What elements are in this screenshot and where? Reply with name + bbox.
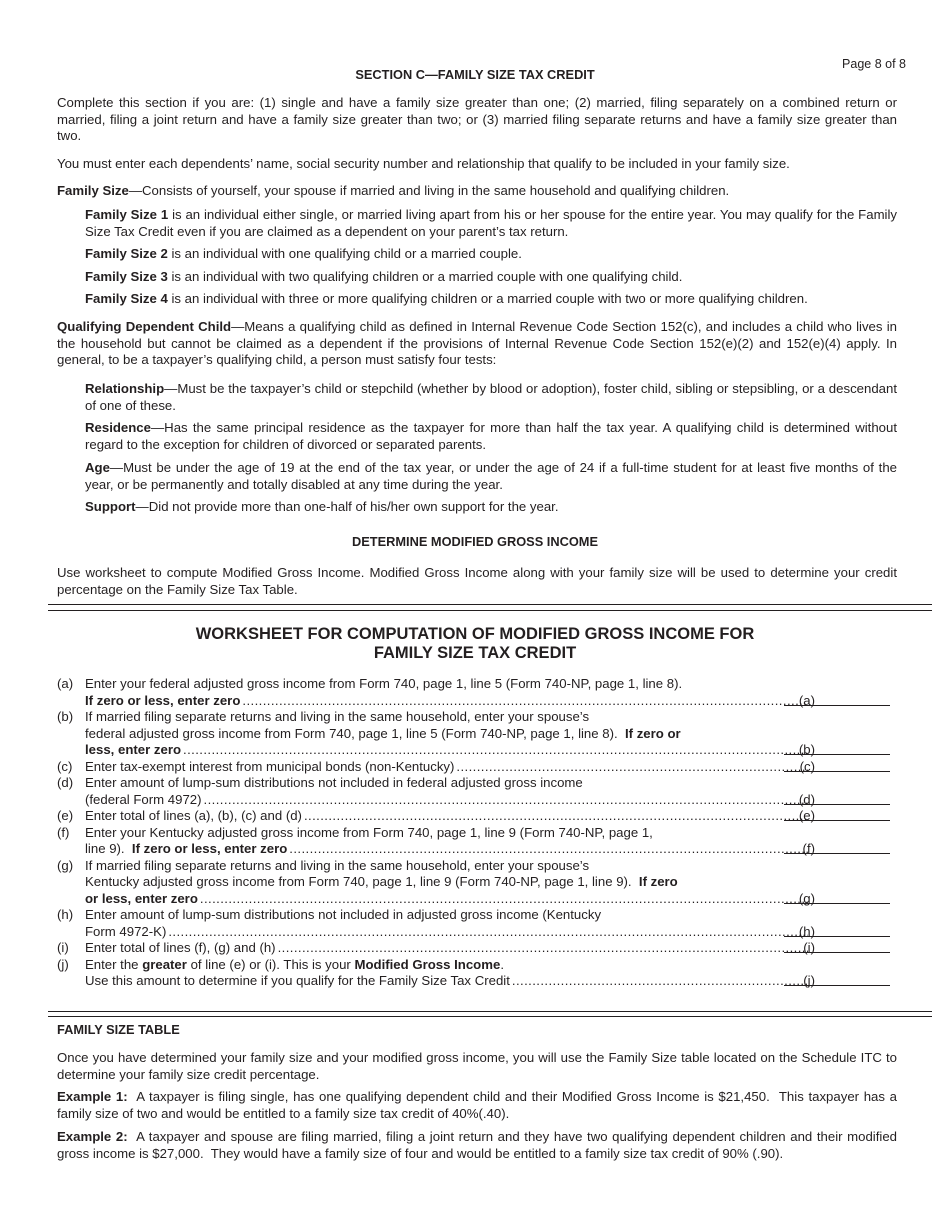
divider <box>48 610 932 611</box>
line-text: If married filing separate returns and living in the same household, enter your spouse’s <box>85 857 590 873</box>
test-support: Support—Did not provide more than one-half of his/her own support for the year. <box>85 499 559 514</box>
line-label: (c) <box>57 758 73 774</box>
line-text: Kentucky adjusted gross income from Form 740, page 1, line 9 (Form 740-NP, page 1, line 9). If zero <box>85 874 678 889</box>
line-ref: (h) <box>798 923 815 939</box>
line-text: If zero or less, enter zero <box>85 692 241 708</box>
worksheet-line-f-cont <box>57 841 897 858</box>
line-label: (a) <box>57 676 74 691</box>
line-text: line 9). If zero or less, enter zero <box>85 841 288 856</box>
line-label: (i) <box>57 940 69 955</box>
line-label: (h) <box>57 907 74 922</box>
mgi-title: DETERMINE MODIFIED GROSS INCOME <box>352 534 598 549</box>
qualifying-child-definition: Qualifying Dependent Child—Means a qualifying child as defined in Internal Revenue Code Section 152(c), and includes a child who lives in the household but cannot be claimed as a dependent if the provisions of Internal Revenue Code Section 152(e)(2) and 152(e)(4) apply. In general, to be a taxpayer’s qualifying child, a person must satisfy four tests: <box>57 319 897 367</box>
line-ref: (e) <box>798 808 815 823</box>
amount-field-a[interactable] <box>784 705 890 706</box>
line-label: (d) <box>57 775 74 790</box>
amount-field-f[interactable] <box>784 853 890 854</box>
line-text: Use this amount to determine if you qualify for the Family Size Tax Credit <box>85 973 510 988</box>
amount-field-h[interactable] <box>784 936 890 937</box>
line-ref: (f) <box>802 841 815 856</box>
line-ref: (b) <box>798 742 815 757</box>
example-1: Example 1: A taxpayer is filing single, has one qualifying dependent child and their Modified Gross Income is $21,450. This taxpayer has a family size of two and would be entitled to a family size tax credit of 40%(.40). <box>57 1089 901 1121</box>
line-label: (b) <box>57 709 74 724</box>
dependents-note: You must enter each dependents’ name, social security number and relationship that qualify to be included in your family size. <box>57 156 790 171</box>
line-text: Enter total of lines (f), (g) and (h) <box>85 940 276 955</box>
line-ref: (i) <box>803 940 815 955</box>
family-size-1: Family Size 1 is an individual either single, or married living apart from his or her spouse for the entire year. You may qualify for the Family Size Tax Credit even if you are claimed as a dependent on your parent’s tax return. <box>85 207 898 239</box>
worksheet-line-g-cont <box>57 874 897 891</box>
page-number: Page 8 of 8 <box>842 57 906 71</box>
line-ref: (a) <box>798 692 815 708</box>
worksheet-line-c <box>57 759 897 776</box>
line-text: Enter amount of lump-sum distributions not included in federal adjusted gross income <box>85 775 583 790</box>
amount-field-b[interactable] <box>784 754 890 755</box>
worksheet-line-d-cont <box>57 792 897 809</box>
worksheet-line-i <box>57 940 897 957</box>
example-2: Example 2: A taxpayer and spouse are filing married, filing a joint return and they have two qualifying dependent children and their modified gross income is $27,000. They would have a family size of four and would be entitled to a family size tax credit of 90% (.90). <box>57 1129 901 1161</box>
divider <box>48 1011 932 1012</box>
amount-field-g[interactable] <box>784 903 890 904</box>
worksheet-line-b-cont <box>57 726 897 743</box>
family-table-paragraph: Once you have determined your family size and your modified gross income, you will use the Family Size table located on the Schedule ITC to determine your family size credit percentage. <box>57 1050 897 1082</box>
worksheet-line-e <box>57 808 897 825</box>
worksheet-line-h <box>57 907 897 924</box>
line-ref: (g) <box>798 890 815 906</box>
amount-field-e[interactable] <box>784 820 890 821</box>
family-table-title: FAMILY SIZE TABLE <box>57 1022 180 1037</box>
line-ref: (c) <box>799 758 815 774</box>
worksheet-line-a-cont <box>57 693 897 710</box>
family-size-definition: Family Size—Consists of yourself, your spouse if married and living in the same household and qualifying children. <box>57 183 730 198</box>
worksheet-title-line2: FAMILY SIZE TAX CREDIT <box>373 644 577 662</box>
family-size-3: Family Size 3 is an individual with two qualifying children or a married couple with one qualifying child. <box>85 269 683 284</box>
line-text: Enter total of lines (a), (b), (c) and (d) <box>85 808 302 823</box>
line-text: less, enter zero <box>85 742 182 757</box>
amount-field-d[interactable] <box>784 804 890 805</box>
worksheet-line-h-cont <box>57 924 897 941</box>
amount-field-j[interactable] <box>784 985 890 986</box>
line-text: If married filing separate returns and living in the same household, enter your spouse’s <box>85 709 590 724</box>
worksheet-line-j-cont <box>57 973 897 990</box>
line-label: (f) <box>57 824 70 840</box>
line-text: or less, enter zero <box>85 890 198 906</box>
line-ref: (d) <box>798 791 815 807</box>
worksheet-line-j <box>57 957 897 974</box>
worksheet <box>57 676 897 990</box>
line-text: Enter amount of lump-sum distributions not included in adjusted gross income (Kentucky <box>85 907 602 922</box>
worksheet-line-b-cont2 <box>57 742 897 759</box>
intro-paragraph: Complete this section if you are: (1) single and have a family size greater than one; (2) married, filing separately on a combined return or married, filing a joint return and have a family size greater than two; or (3) married filing separate returns and have a family size greater than two. <box>57 95 897 143</box>
amount-field-i[interactable] <box>784 952 890 953</box>
divider <box>48 604 932 605</box>
worksheet-line-b <box>57 709 897 726</box>
test-relationship: Relationship—Must be the taxpayer’s child or stepchild (whether by blood or adoption), foster child, sibling or stepsibling, or a descendant of one of these. <box>85 381 897 413</box>
family-size-2: Family Size 2 is an individual with one qualifying child or a married couple. <box>85 246 522 261</box>
line-text: Enter your Kentucky adjusted gross income from Form 740, page 1, line 9 (Form 740-NP, page 1, <box>85 824 653 840</box>
test-residence: Residence—Has the same principal residence as the taxpayer for more than half the tax year. A qualifying child is determined without regard to the exception for children of divorced or separated parents. <box>85 420 897 452</box>
line-ref: (j) <box>803 973 815 988</box>
line-text: federal adjusted gross income from Form 740, page 1, line 5 (Form 740-NP, page 1, line 8). If zero or <box>85 725 681 741</box>
test-age: Age—Must be under the age of 19 at the end of the tax year, or under the age of 24 if a full-time student for at least five months of the year, or be permanently and totally disabled at any time during the year. <box>85 460 897 492</box>
line-label: (e) <box>57 808 74 823</box>
line-text: Form 4972-K) <box>85 923 167 939</box>
amount-field-c[interactable] <box>784 771 890 772</box>
line-text: (federal Form 4972) <box>85 791 202 807</box>
worksheet-line-g <box>57 858 897 875</box>
line-text: Enter your federal adjusted gross income from Form 740, page 1, line 5 (Form 740-NP, page 1, line 8). <box>85 676 683 691</box>
line-label: (g) <box>57 857 74 873</box>
line-text: Enter the greater of line (e) or (i). This is your Modified Gross Income. <box>85 956 504 972</box>
worksheet-line-f <box>57 825 897 842</box>
mgi-paragraph: Use worksheet to compute Modified Gross Income. Modified Gross Income along with your family size will be used to determine your credit percentage on the Family Size Tax Table. <box>57 565 897 597</box>
line-label: (j) <box>57 956 69 972</box>
family-size-4: Family Size 4 is an individual with three or more qualifying children or a married couple with two or more qualifying children. <box>85 291 808 306</box>
line-text: Enter tax-exempt interest from municipal bonds (non-Kentucky) <box>85 758 455 774</box>
worksheet-line-d <box>57 775 897 792</box>
worksheet-line-a <box>57 676 897 693</box>
worksheet-line-g-cont2 <box>57 891 897 908</box>
worksheet-title: WORKSHEET FOR COMPUTATION OF MODIFIED GROSS INCOME FOR <box>195 625 755 643</box>
section-title: SECTION C—FAMILY SIZE TAX CREDIT <box>355 67 595 82</box>
divider <box>48 1016 932 1017</box>
